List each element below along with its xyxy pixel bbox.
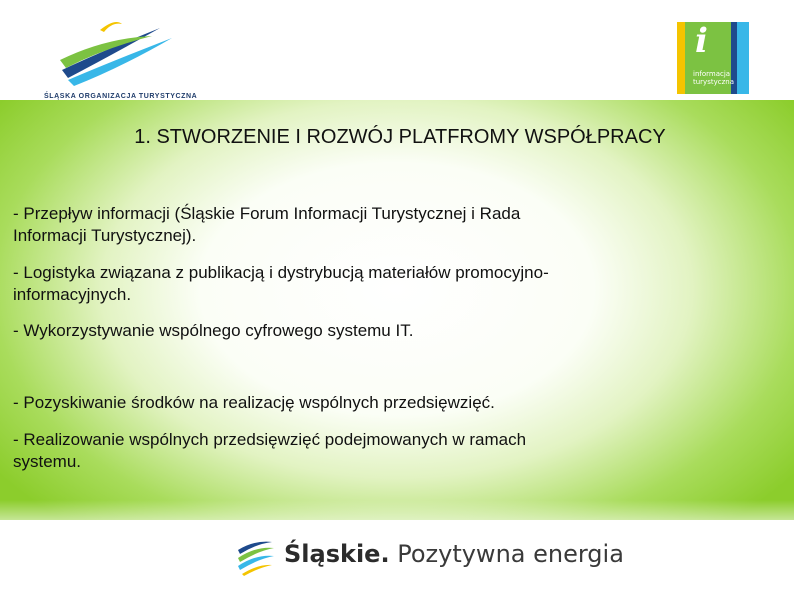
bullet-item xyxy=(13,320,653,342)
bullet-line: - Przepływ informacji (Śląskie Forum Informacji Turystycznej i Rada xyxy=(13,204,521,223)
bullet-line: informacyjnych. xyxy=(13,285,132,304)
footer-brand-logo xyxy=(236,536,624,576)
tourist-information-badge xyxy=(677,22,749,94)
bullet-line: - Logistyka związana z publikacją i dystrybucją materiałów promocyjno- xyxy=(13,263,549,282)
footer-swoosh-icon xyxy=(236,538,276,576)
bullet-line: systemu. xyxy=(13,452,82,471)
bullet-item xyxy=(13,429,653,473)
bullet-item xyxy=(13,203,653,247)
bullet-line: Informacji Turystycznej). xyxy=(13,226,197,245)
info-badge-line2: turystyczna xyxy=(693,78,734,86)
bullet-line: - Realizowanie wspólnych przedsięwzięć podejmowanych w ramach xyxy=(13,430,527,449)
slide-title: 1. STWORZENIE I ROZWÓJ PLATFROMY WSPÓŁPRACY xyxy=(134,126,666,148)
swoosh-logo-icon xyxy=(60,18,180,88)
info-icon: i xyxy=(695,21,708,61)
bullet-line: - Wykorzystywanie wspólnego cyfrowego systemu IT. xyxy=(13,321,414,340)
badge-green-panel xyxy=(685,21,734,94)
bullet-line: - Pozyskiwanie środków na realizację wspólnych przedsięwzięć. xyxy=(13,393,495,412)
org-logo-text: ŚLĄSKA ORGANIZACJA TURYSTYCZNA xyxy=(44,93,198,100)
badge-yellow-stripe xyxy=(677,22,685,94)
organization-logo xyxy=(40,18,200,100)
footer-brand-text xyxy=(284,540,624,568)
footer-brand-light: Pozytywna energia xyxy=(397,540,624,568)
bullet-item xyxy=(13,262,653,306)
footer-brand-strong: Śląskie. xyxy=(284,540,390,568)
bullet-item xyxy=(13,392,653,414)
info-badge-text xyxy=(693,70,734,86)
info-badge-line1: informacja xyxy=(693,70,731,78)
badge-light-blue-stripe xyxy=(737,22,749,94)
